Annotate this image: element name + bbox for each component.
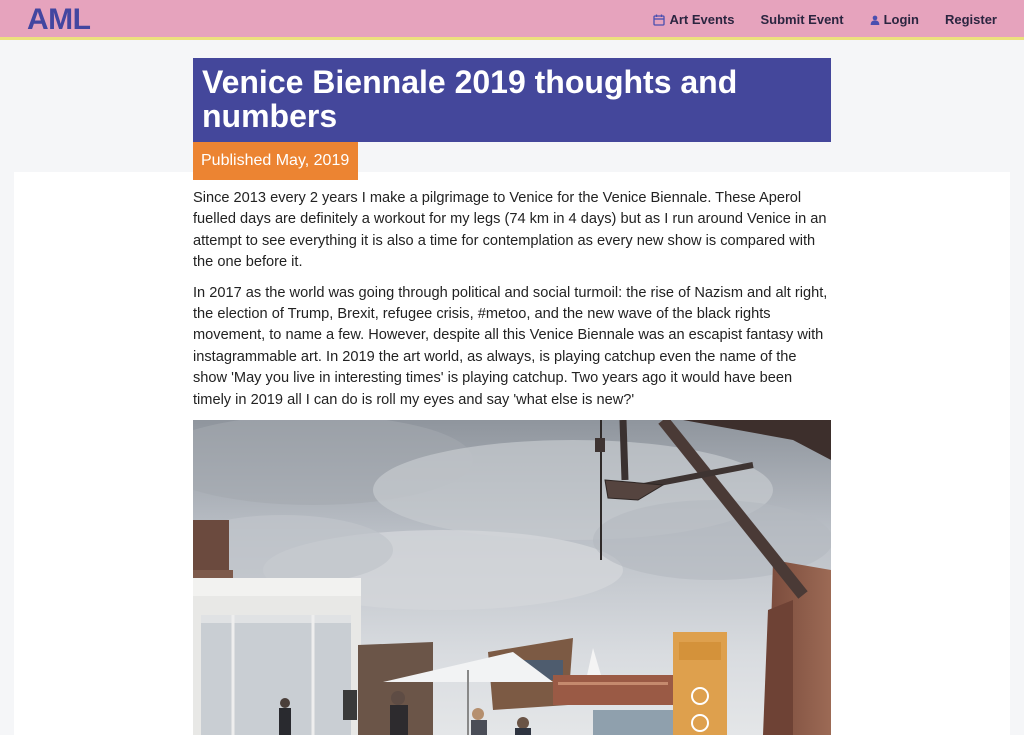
nav-art-events[interactable] xyxy=(653,12,734,27)
nav-login[interactable] xyxy=(870,12,919,27)
brand-logo[interactable]: AML xyxy=(27,3,91,36)
nav-submit-event[interactable] xyxy=(761,12,844,27)
navbar xyxy=(0,0,1024,40)
published-badge: Published May, 2019 xyxy=(193,142,358,180)
article-photo xyxy=(193,420,831,735)
article-paragraph: In 2017 as the world was going through political and social turmoil: the rise of Nazism and alt right, the election of Trump, Brexit, refugee crisis, #metoo, and the new wave of the black rights movement, to name a few. However, despite all this Venice Biennale was an escapist fantasy with instagrammable art. In 2019 the art world, as always, is playing catchup even the name of the show 'May you live in interesting times' is playing catchup. Two years ago it would have been timely in 2019 all I can do is roll my eyes and say 'what else is new?' xyxy=(193,284,828,408)
nav-submit-event-label: Submit Event xyxy=(760,12,844,27)
article-body xyxy=(193,188,833,420)
venice-arsenale-photo xyxy=(193,420,831,735)
page-title: Venice Biennale 2019 thoughts and numbers xyxy=(202,64,738,134)
nav-art-events-label: Art Events xyxy=(669,12,735,27)
user-icon xyxy=(870,14,880,26)
calendar-icon xyxy=(653,14,665,26)
nav-login-label: Login xyxy=(883,12,919,27)
article-paragraph: Since 2013 every 2 years I make a pilgrimage to Venice for the Venice Biennale. These Aperol fuelled days are definitely a workout for my legs (74 km in 4 days) but as I run around Venice in an attempt to see everything it is also a time for contemplation as every new show is compared with the one before it. xyxy=(193,190,827,271)
title-banner xyxy=(193,58,831,142)
main-nav xyxy=(627,12,997,27)
nav-register[interactable] xyxy=(945,12,997,27)
nav-register-label: Register xyxy=(944,12,997,27)
